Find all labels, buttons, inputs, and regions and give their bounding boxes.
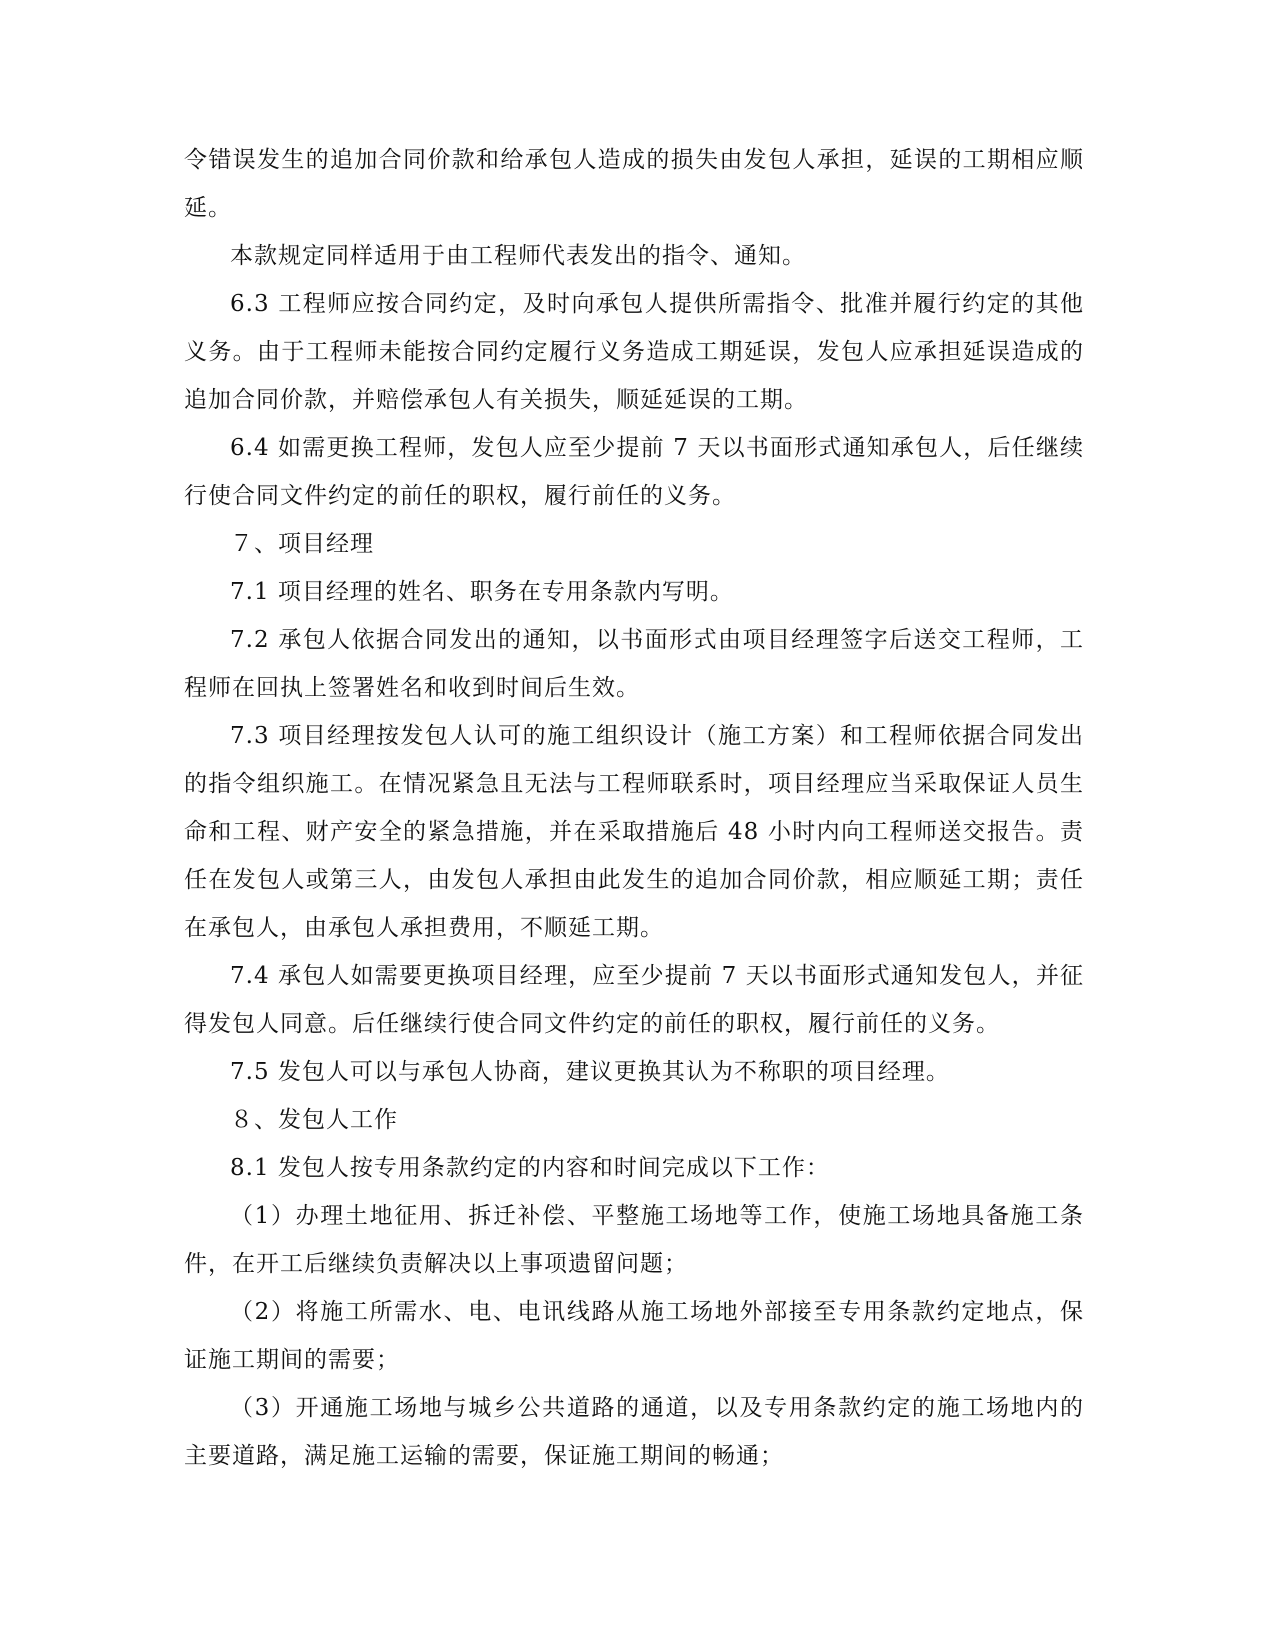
section-heading-employer-work: ８、发包人工作 bbox=[230, 1107, 398, 1133]
list-item-8-1-2: （2）将施工所需水、电、电讯线路从施工场地外部接至专用条款约定地点，保证施工期间的需要； bbox=[184, 1299, 1084, 1373]
list-item-8-1-1: （1）办理土地征用、拆迁补偿、平整施工场地等工作，使施工场地具备施工条件，在开工后继续负责解决以上事项遗留问题； bbox=[184, 1203, 1084, 1277]
paragraph-7-5: 7.5 发包人可以与承包人协商，建议更换其认为不称职的项目经理。 bbox=[230, 1059, 950, 1085]
paragraph-7-2: 7.2 承包人依据合同发出的通知，以书面形式由项目经理签字后送交工程师，工程师在回执上签署姓名和收到时间后生效。 bbox=[184, 627, 1084, 701]
document-body bbox=[184, 136, 1084, 1480]
paragraph-6-4: 6.4 如需更换工程师，发包人应至少提前 7 天以书面形式通知承包人，后任继续行使合同文件约定的前任的职权，履行前任的义务。 bbox=[184, 435, 1084, 509]
paragraph-7-4: 7.4 承包人如需要更换项目经理，应至少提前 7 天以书面形式通知发包人，并征得发包人同意。后任继续行使合同文件约定的前任的职权，履行前任的义务。 bbox=[184, 963, 1084, 1037]
paragraph-7-1: 7.1 项目经理的姓名、职务在专用条款内写明。 bbox=[230, 579, 734, 605]
paragraph-engineer-representative: 本款规定同样适用于由工程师代表发出的指令、通知。 bbox=[230, 243, 806, 269]
paragraph-7-3: 7.3 项目经理按发包人认可的施工组织设计（施工方案）和工程师依据合同发出的指令组织施工。在情况紧急且无法与工程师联系时，项目经理应当采取保证人员生命和工程、财产安全的紧急措施，并在采取措施后 48 小时内向工程师送交报告。责任在发包人或第三人，由发包人承担由此发生的追加合同价款，相应顺延工期；责任在承包人，由承包人承担费用，不顺延工期。 bbox=[184, 723, 1084, 941]
paragraph-8-1: 8.1 发包人按专用条款约定的内容和时间完成以下工作： bbox=[230, 1155, 830, 1181]
paragraph-continuation: 令错误发生的追加合同价款和给承包人造成的损失由发包人承担，延误的工期相应顺延。 bbox=[184, 147, 1084, 221]
section-heading-project-manager: ７、项目经理 bbox=[230, 531, 374, 557]
list-item-8-1-3: （3）开通施工场地与城乡公共道路的通道，以及专用条款约定的施工场地内的主要道路，满足施工运输的需要，保证施工期间的畅通； bbox=[184, 1395, 1084, 1469]
paragraph-6-3: 6.3 工程师应按合同约定，及时向承包人提供所需指令、批准并履行约定的其他义务。由于工程师未能按合同约定履行义务造成工期延误，发包人应承担延误造成的追加合同价款，并赔偿承包人有关损失，顺延延误的工期。 bbox=[184, 291, 1084, 413]
